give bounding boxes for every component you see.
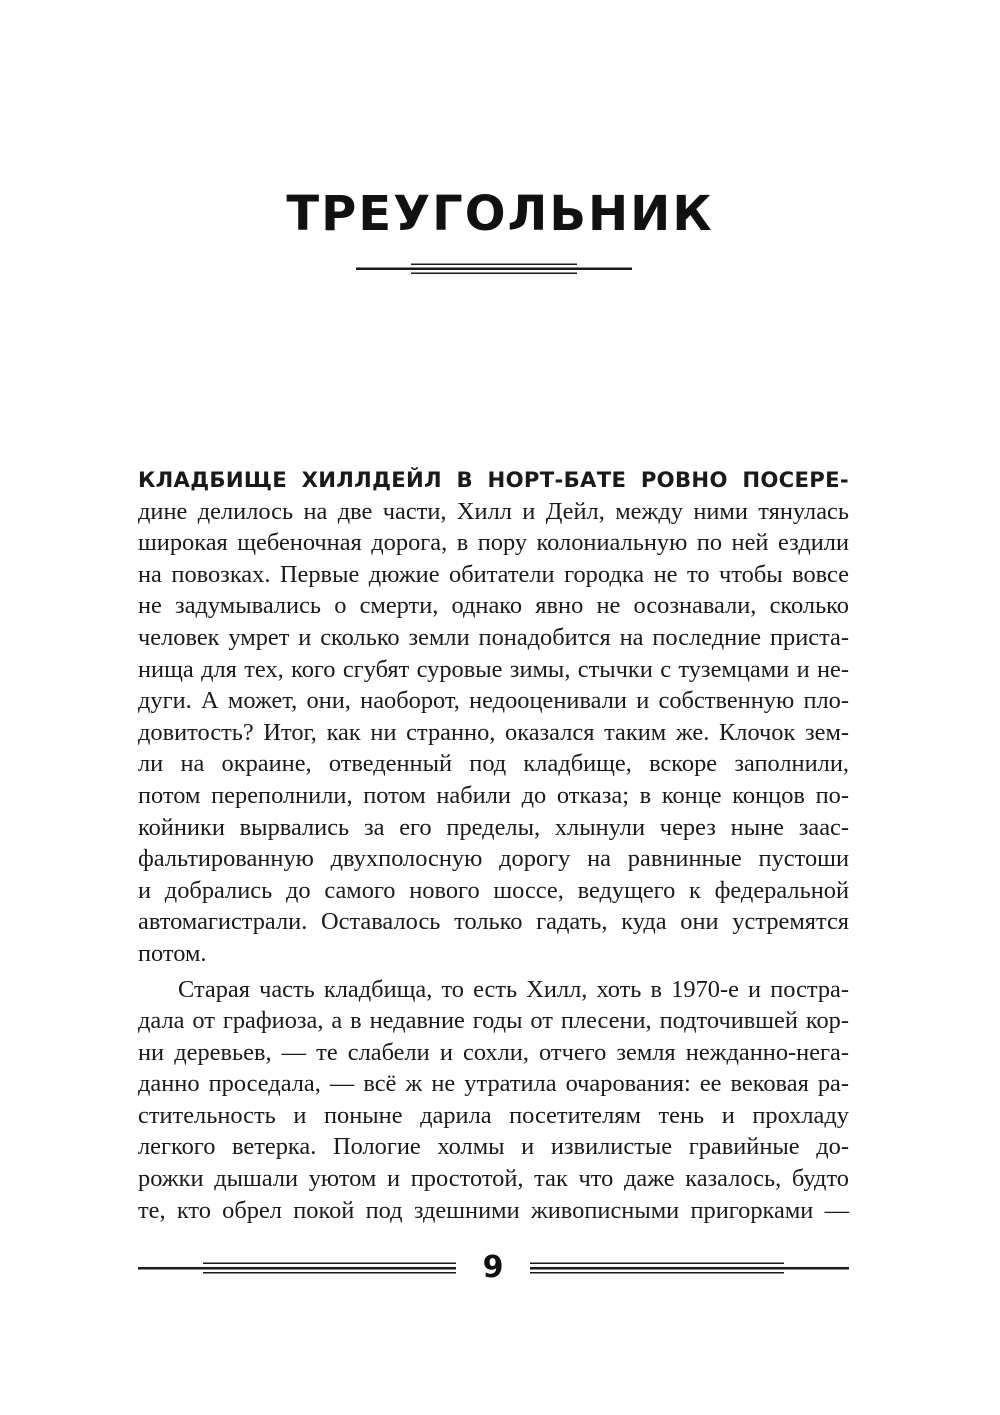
ornament-rule-mid — [411, 264, 577, 266]
text-line: ни деревьев, — те слабели и сохли, отчего земля нежданно-нега- — [138, 1038, 849, 1066]
text-line: данно проседала, — всё ж не утратила очарования: ее вековая ра- — [138, 1070, 849, 1098]
text-line: ли на окраине, отведенный под кладбище, вскоре заполнили, — [138, 750, 849, 778]
text-line: стительность и поныне дарила посетителям тень и прохладу — [138, 1101, 849, 1129]
page-number: 9 — [482, 1250, 504, 1285]
ornament-rule-top — [356, 268, 632, 271]
text-line: дине делилось на две части, Хилл и Дейл, между ними тянулась — [138, 497, 849, 525]
text-line: КЛАДБИЩЕ ХИЛЛДЕЙЛ В НОРТ-БАТЕ РОВНО ПОСЕРЕ- — [138, 467, 849, 492]
footer-rule-left — [138, 1267, 456, 1270]
text-line: дала от графиоза, а в недавние годы от плесени, подточившей кор- — [138, 1007, 849, 1035]
footer-rule-right-lower — [530, 1272, 784, 1274]
text-line: нища для тех, кого сгубят суровые зимы, стычки с туземцами и не- — [138, 655, 849, 683]
paragraph-2 — [138, 974, 849, 1227]
text-line: дуги. А может, они, наоборот, недооценивали и собственную пло- — [138, 687, 849, 715]
text-line: фальтированную двухполосную дорогу на равнинные пустоши — [138, 845, 849, 873]
text-line: человек умрет и сколько земли понадобится на последние приста- — [138, 623, 849, 651]
text-line: на повозках. Первые дюжие обитатели городка не то чтобы вовсе — [138, 560, 849, 588]
text-line: те, кто обрел покой под здешними живописными пригорками — — [138, 1196, 849, 1224]
title-ornament — [356, 262, 632, 276]
footer-rule-right-upper — [530, 1263, 784, 1265]
footer-rule-right — [530, 1267, 849, 1270]
text-line: автомагистрали. Оставалось только гадать, куда они устремятся — [138, 908, 849, 936]
text-line: довитость? Итог, как ни странно, оказался таким же. Клочок зем- — [138, 718, 849, 746]
text-line: потом переполнили, потом набили до отказа; в конце концов по- — [138, 781, 849, 809]
chapter-title: ТРЕУГОЛЬНИК — [286, 186, 714, 242]
ornament-rule-low — [411, 273, 577, 275]
footer-rule-left-lower — [203, 1272, 456, 1274]
text-line: потом. — [138, 939, 207, 967]
paragraph-1 — [138, 464, 849, 970]
text-line: рожки дышали уютом и простотой, так что даже казалось, будто — [138, 1165, 849, 1193]
text-line: широкая щебеночная дорога, в пору колониальную по ней ездили — [138, 529, 849, 557]
text-line: не задумывались о смерти, однако явно не осознавали, сколько — [138, 592, 849, 620]
body-text — [138, 464, 849, 1226]
footer-rule-left-upper — [203, 1263, 456, 1265]
text-line: койники вырвались за его пределы, хлынули через ныне заас- — [138, 813, 849, 841]
text-line: Старая часть кладбища, то есть Хилл, хоть в 1970-е и постра- — [178, 975, 849, 1003]
text-line: и добрались до самого нового шоссе, ведущего к федеральной — [138, 876, 849, 904]
text-line: легкого ветерка. Пологие холмы и извилистые гравийные до- — [138, 1133, 849, 1161]
